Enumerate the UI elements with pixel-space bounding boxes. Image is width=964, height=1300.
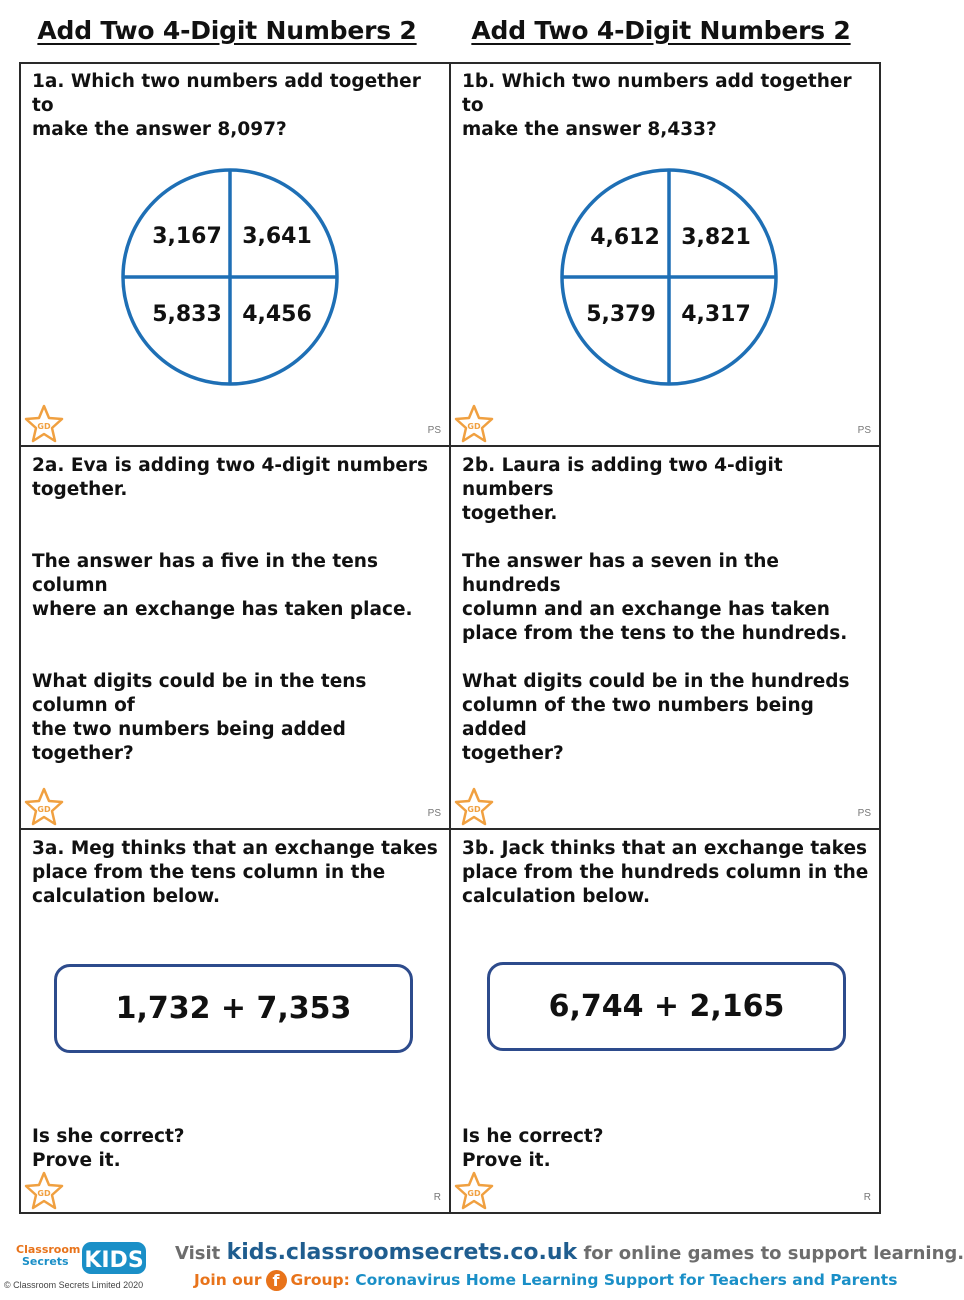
circle-number: 4,612	[590, 225, 660, 250]
question-3b-text: 3b. Jack thinks that an exchange takes place from the hundreds column in the calculation below.	[462, 838, 869, 907]
question-2b-prompt: What digits could be in the hundreds column of the two numbers being added together?	[462, 671, 850, 764]
footer-join-line: Join our f Group: Coronavirus Home Learning Support for Teachers and Parents	[194, 1271, 898, 1290]
footer-visit-line: Visit kids.classroomsecrets.co.uk for online games to support learning.	[175, 1240, 964, 1265]
circle-number: 3,167	[152, 224, 222, 249]
star-badge-label: GD	[37, 1189, 51, 1198]
skill-tag: R	[433, 1192, 441, 1203]
question-2b-condition: The answer has a seven in the hundreds column and an exchange has taken place from the tens to the hundreds.	[462, 551, 848, 644]
facebook-icon[interactable]: f	[266, 1270, 287, 1291]
website-link[interactable]: kids.classroomsecrets.co.uk	[226, 1240, 578, 1265]
circle-number: 5,379	[586, 302, 656, 327]
question-2a-prompt: What digits could be in the tens column of the two numbers being added together?	[32, 671, 367, 764]
facebook-group-link[interactable]: Coronavirus Home Learning Support for Teachers and Parents	[355, 1271, 898, 1289]
question-1a-text: 1a. Which two numbers add together to make the answer 8,097?	[32, 71, 421, 140]
star-icon	[454, 787, 494, 827]
question-1b	[451, 64, 879, 447]
question-3b	[451, 830, 879, 1212]
star-icon	[24, 404, 64, 444]
worksheet-title-left: Add Two 4-Digit Numbers 2	[37, 16, 417, 45]
question-2a-condition: The answer has a five in the tens column where an exchange has taken place.	[32, 551, 413, 620]
calculation-box: 6,744 + 2,165	[487, 962, 846, 1051]
star-icon	[454, 404, 494, 444]
skill-tag: PS	[427, 808, 441, 819]
circle-number: 4,456	[242, 302, 312, 327]
question-2b	[451, 447, 879, 830]
star-badge-label: GD	[467, 1189, 481, 1198]
copyright-notice: © Classroom Secrets Limited 2020	[4, 1280, 144, 1290]
star-icon	[24, 1171, 64, 1211]
svg-text:KIDS: KIDS	[84, 1248, 144, 1273]
answer-circle-1a	[120, 167, 340, 387]
circle-number: 5,833	[152, 302, 222, 327]
question-1a	[21, 64, 451, 447]
classroom-secrets-kids-logo[interactable]	[14, 1240, 154, 1278]
star-icon	[454, 1171, 494, 1211]
skill-tag: R	[863, 1192, 871, 1203]
question-1b-text: 1b. Which two numbers add together to make the answer 8,433?	[462, 71, 852, 140]
star-badge-label: GD	[467, 422, 481, 431]
question-3b-challenge: Is he correct? Prove it.	[462, 1126, 604, 1171]
star-icon	[24, 787, 64, 827]
question-3a-challenge: Is she correct? Prove it.	[32, 1126, 185, 1171]
circle-number: 4,317	[681, 302, 751, 327]
question-3a	[21, 830, 451, 1212]
worksheet-title-right: Add Two 4-Digit Numbers 2	[471, 16, 851, 45]
circle-number: 3,641	[242, 224, 312, 249]
calculation-box: 1,732 + 7,353	[54, 964, 413, 1053]
svg-text:Classroom: Classroom	[16, 1243, 81, 1256]
question-2a-text: 2a. Eva is adding two 4-digit numbers together.	[32, 455, 429, 500]
question-3a-text: 3a. Meg thinks that an exchange takes place from the tens column in the calculation below.	[32, 838, 438, 907]
star-badge-label: GD	[37, 422, 51, 431]
question-2a	[21, 447, 451, 830]
star-badge-label: GD	[467, 805, 481, 814]
circle-number: 3,821	[681, 225, 751, 250]
svg-text:Secrets: Secrets	[22, 1255, 69, 1268]
skill-tag: PS	[427, 425, 441, 436]
question-grid	[19, 62, 881, 1214]
skill-tag: PS	[857, 425, 871, 436]
star-badge-label: GD	[37, 805, 51, 814]
answer-circle-1b	[559, 167, 779, 387]
skill-tag: PS	[857, 808, 871, 819]
question-2b-text: 2b. Laura is adding two 4-digit numbers together.	[462, 455, 783, 524]
